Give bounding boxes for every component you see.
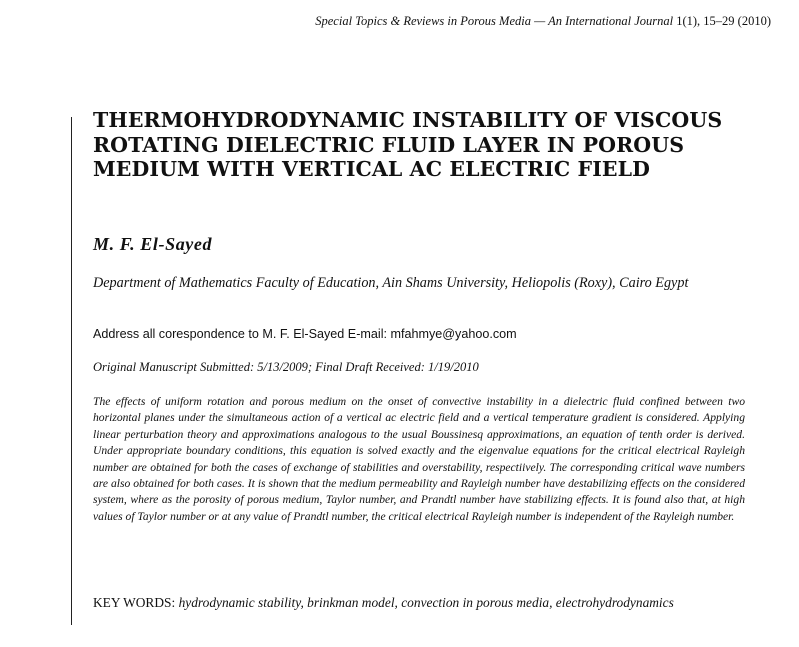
keywords-list: hydrodynamic stability, brinkman model, convection in porous media, electrohydrodynamics (178, 595, 674, 610)
journal-header (315, 14, 771, 29)
author-name: M. F. El-Sayed (93, 234, 213, 254)
keywords (93, 594, 743, 611)
article-title: THERMOHYDRODYNAMIC INSTABILITY OF VISCOUS ROTATING DIELECTRIC FLUID LAYER IN POROUS MEDIUM WITH VERTICAL AC ELECTRIC FIELD (93, 108, 723, 181)
journal-name: Special Topics & Reviews in Porous Media — An International Journal (315, 14, 674, 28)
margin-rule (71, 117, 72, 625)
keywords-label: KEY WORDS: (93, 595, 176, 610)
author-affiliation: Department of Mathematics Faculty of Education, Ain Shams University, Heliopolis (Roxy), Cairo Egypt (93, 275, 689, 291)
manuscript-dates: Original Manuscript Submitted: 5/13/2009; Final Draft Received: 1/19/2010 (93, 360, 479, 374)
correspondence-line: Address all corespondence to M. F. El-Sayed E-mail: mfahmye@yahoo.com (93, 327, 517, 341)
journal-volume: 1(1), 15–29 (2010) (676, 14, 771, 28)
abstract: The effects of uniform rotation and porous medium on the onset of convective instability in a dielectric fluid confined between two horizontal planes under the simultaneous action of a vertical ac electric field and a vertical temperature gradient is considered. Applying linear perturbation theory and approximations analogous to the usual Boussinesq approximations, an equation of tenth order is derived. Under appropriate boundary conditions, this equation is solved exactly and the eigenvalue equations for the critical electrical Rayleigh number are obtained for both the cases of exchange of stabilities and overstability, respectiively. The corresponding critical wave numbers are also obtained for both cases. It is shown that the medium permeability and Rayleigh number have destabilizing effects on the considered system, where as the porosity of porous medium, Taylor number, and Prandtl number have stabilizing effects. It is found also that, at high values of Taylor number or at any value of Prandtl number, the critical electrical Rayleigh number is independent of the Rayleigh number. (93, 395, 745, 523)
